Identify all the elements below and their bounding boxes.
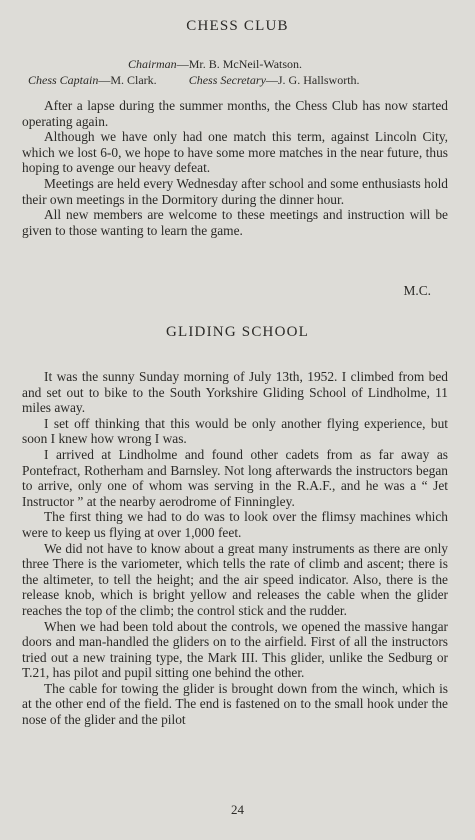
chess-club-body <box>22 98 448 238</box>
gliding-paragraph: The cable for towing the glider is brought down from the winch, which is at the other end of the field. The end is fastened on to the small hook under the nose of the glider and the pilot <box>22 680 448 728</box>
gliding-paragraph: I set off thinking that this would be only another flying experience, but soon I knew how wrong I was. <box>22 415 448 447</box>
gliding-school-body <box>22 369 448 728</box>
chairman-name: —Mr. B. McNeil-Watson. <box>176 57 303 71</box>
captain-secretary-line <box>20 72 460 88</box>
captain-name: —M. Clark. <box>98 73 157 87</box>
chess-paragraph: Meetings are held every Wednesday after school and some enthusiasts hold their own meetings in the Dormitory during the dinner hour. <box>22 175 448 207</box>
chess-club-heading: CHESS CLUB <box>186 18 289 34</box>
chess-paragraph: After a lapse during the summer months, the Chess Club has now started operating again. <box>22 98 448 129</box>
gliding-paragraph: I arrived at Lindholme and found other cadets from as far away as Pontefract, Rotherham and Barnsley. Not long afterwards the instructors began to arrive, only one of whom was serving in the R.A.F., and he was a “ Jet Instructor ” at the nearby aerodrome of Finningley. <box>22 446 448 509</box>
secretary-label: Chess Secretary <box>188 73 266 87</box>
secretary-name: —J. G. Hallsworth. <box>265 73 360 87</box>
gliding-paragraph: It was the sunny Sunday morning of July 13th, 1952. I climbed from bed and set out to bike to the South Yorkshire Gliding School of Lindholme, 11 miles away. <box>22 369 448 416</box>
captain-label: Chess Captain <box>28 73 99 87</box>
chess-officers <box>20 56 460 88</box>
chess-signature: M.C. <box>403 283 431 298</box>
page-number: 24 <box>231 802 244 817</box>
gliding-paragraph: The first thing we had to do was to look over the flimsy machines which were to keep us flying at over 1,000 feet. <box>22 509 448 540</box>
chess-paragraph: Although we have only had one match this term, against Lincoln City, which we lost 6-0, we hope to have some more matches in the near future, thus hoping to avenge our heavy defeat. <box>22 129 448 176</box>
gliding-paragraph: We did not have to know about a great many instruments as there are only three There is the variometer, which tells the rate of climb and ascent; there is the altimeter, to tell the height; and the air speed indicator. Also, there is the release knob, which is bright yellow and releases the cable when the glider reaches the top of the climb; the control stick and the rudder. <box>22 540 448 618</box>
chess-paragraph: All new members are welcome to these meetings and instruction will be given to those wanting to learn the game. <box>22 207 448 238</box>
gliding-paragraph: When we had been told about the controls, we opened the massive hangar doors and man-handled the gliders on to the airfield. First of all the instructors tried out a new training type, the Mark III. This glider, unlike the Sedburg or T.21, has pilot and pupil sitting one behind the other. <box>22 618 448 681</box>
chairman-line <box>20 56 460 72</box>
gliding-school-heading: GLIDING SCHOOL <box>165 324 310 340</box>
chairman-label: Chairman <box>128 57 177 71</box>
